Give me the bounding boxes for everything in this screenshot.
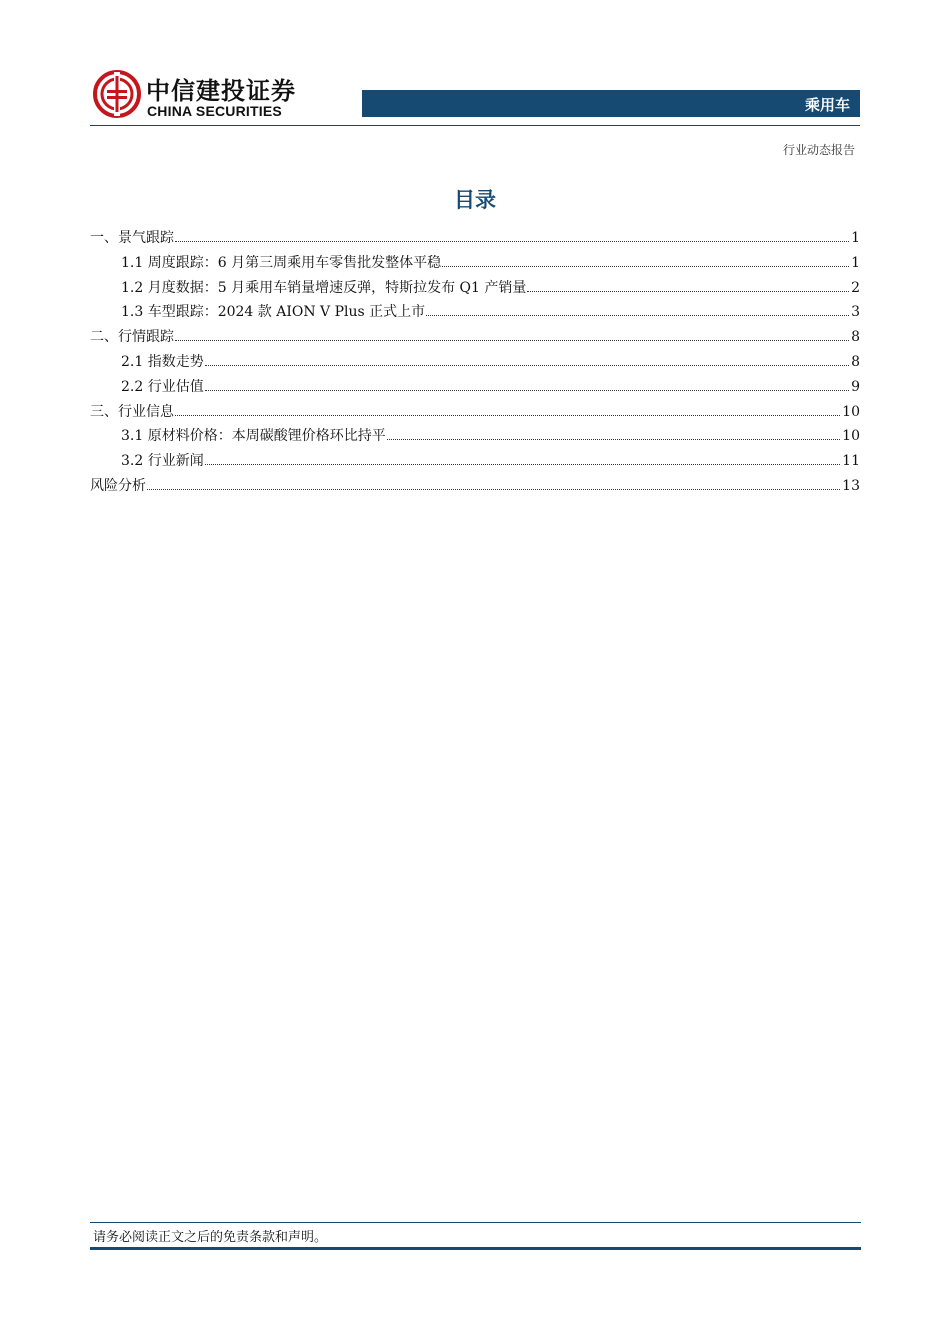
toc-entry-text: 1.2 月度数据：5 月乘用车销量增速反弹，特斯拉发布 Q1 产销量 [121, 279, 527, 296]
toc-entry-page: 8 [851, 353, 860, 370]
toc-entry[interactable] [90, 276, 860, 301]
header-divider [90, 125, 860, 126]
toc-leader-dots [527, 291, 849, 292]
toc-entry[interactable] [90, 449, 860, 474]
toc-entry-page: 2 [851, 279, 860, 296]
toc-entry-text: 1.3 车型跟踪：2024 款 AION V Plus 正式上市 [121, 304, 426, 321]
toc-entry-text: 1.1 周度跟踪：6 月第三周乘用车零售批发整体平稳 [121, 254, 442, 271]
toc-entry[interactable] [90, 251, 860, 276]
table-of-contents [90, 226, 860, 499]
report-type-label: 行业动态报告 [782, 143, 855, 157]
toc-leader-dots [175, 340, 849, 341]
footer-divider-bottom [90, 1247, 861, 1250]
toc-leader-dots [205, 464, 840, 465]
toc-leader-dots [387, 439, 840, 440]
toc-entry-text: 二、行情跟踪 [90, 329, 174, 346]
toc-entry[interactable] [90, 474, 860, 499]
toc-entry-text: 风险分析 [90, 477, 146, 494]
toc-entry[interactable] [90, 226, 860, 251]
footer-divider-top [90, 1222, 861, 1223]
logo-english-name: CHINA SECURITIES [147, 103, 282, 119]
toc-entry-page: 11 [842, 453, 860, 470]
toc-leader-dots [175, 241, 849, 242]
toc-leader-dots [205, 365, 849, 366]
toc-entry-page: 8 [851, 329, 860, 346]
category-label: 乘用车 [804, 96, 850, 114]
toc-entry-text: 一、景气跟踪 [90, 230, 174, 246]
toc-entry-page: 3 [851, 304, 860, 321]
toc-entry-text: 3.1 原材料价格：本周碳酸锂价格环比持平 [121, 428, 386, 445]
toc-entry-page: 1 [851, 254, 860, 271]
toc-entry-page: 10 [842, 403, 860, 420]
company-logo [93, 70, 303, 122]
toc-entry-text: 2.2 行业估值 [121, 378, 204, 395]
toc-entry-text: 三、行业信息 [90, 403, 174, 420]
toc-entry[interactable] [90, 375, 860, 400]
toc-leader-dots [175, 415, 840, 416]
footer-disclaimer: 请务必阅读正文之后的免责条款和声明。 [93, 1230, 328, 1245]
toc-entry-page: 10 [842, 428, 860, 445]
toc-entry[interactable] [90, 424, 860, 449]
logo-chinese-name: 中信建投证券 [146, 77, 296, 105]
toc-entry-page: 9 [851, 378, 860, 395]
toc-leader-dots [442, 266, 849, 267]
toc-entry[interactable] [90, 300, 860, 325]
toc-entry-page: 13 [842, 477, 860, 494]
toc-entry[interactable] [90, 350, 860, 375]
toc-leader-dots [426, 315, 849, 316]
toc-leader-dots [205, 390, 849, 391]
toc-entry-page: 1 [851, 230, 860, 246]
citic-emblem-icon [93, 70, 141, 118]
toc-title: 目录 [454, 188, 496, 212]
toc-entry[interactable] [90, 325, 860, 350]
toc-leader-dots [147, 489, 840, 490]
toc-entry-text: 3.2 行业新闻 [121, 453, 204, 470]
toc-entry[interactable] [90, 400, 860, 425]
toc-entry-text: 2.1 指数走势 [121, 353, 204, 370]
header-category-bar [362, 90, 860, 117]
